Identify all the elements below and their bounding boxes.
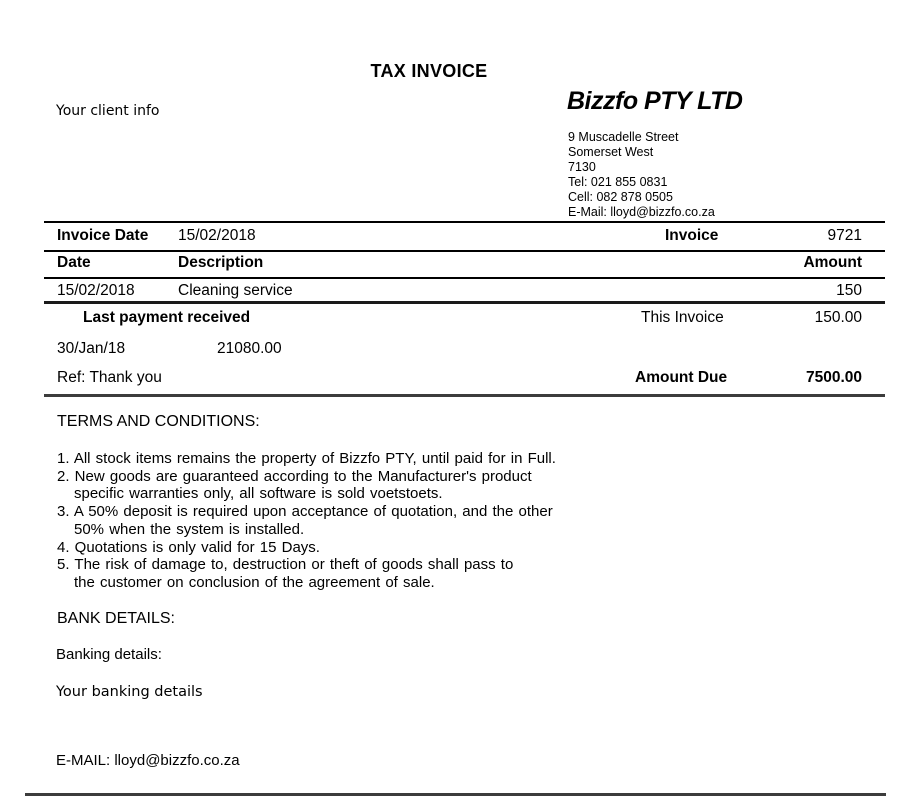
company-address-block <box>568 130 715 219</box>
terms-line: 4. Quotations is only valid for 15 Days. <box>57 538 320 556</box>
company-cell-line: Cell: 082 878 0505 <box>568 189 673 204</box>
company-phone-line: Tel: 021 855 0831 <box>568 174 668 189</box>
banking-details-placeholder: Your banking details <box>56 684 203 700</box>
column-header-amount: Amount <box>803 254 862 271</box>
table-top-rule <box>44 221 885 223</box>
table-rule <box>44 277 885 279</box>
invoice-number-label: Invoice <box>665 227 719 244</box>
item-row-amount: 150 <box>836 282 862 299</box>
last-payment-label: Last payment received <box>83 309 251 326</box>
terms-line: 1. All stock items remains the property of Bizzfo PTY, until paid for in Full. <box>57 450 556 467</box>
bank-details-heading: BANK DETAILS: <box>57 610 175 627</box>
amount-due-label: Amount Due <box>635 369 728 386</box>
invoice-number-value: 9721 <box>827 227 862 244</box>
terms-heading: TERMS AND CONDITIONS: <box>57 413 260 430</box>
company-name: Bizzfo PTY LTD <box>567 87 743 115</box>
this-invoice-amount: 150.00 <box>814 309 862 326</box>
item-row-description: Cleaning service <box>178 282 293 299</box>
table-rule <box>44 301 885 304</box>
company-email-line: E-Mail: lloyd@bizzfo.co.za <box>568 204 715 219</box>
invoice-date-value: 15/02/2018 <box>178 227 256 244</box>
client-info-placeholder: Your client info <box>56 103 160 119</box>
terms-line: 5. The risk of damage to, destruction or theft of goods shall pass to <box>57 556 514 574</box>
this-invoice-label: This Invoice <box>641 309 724 326</box>
company-address-line: Somerset West <box>568 144 654 159</box>
terms-line-continuation: the customer on conclusion of the agreement of sale. <box>74 573 435 591</box>
summary-bottom-rule <box>44 394 885 397</box>
terms-line-continuation: specific warranties only, all software is sold voetstoets. <box>74 485 443 503</box>
payment-reference: Ref: Thank you <box>57 369 162 386</box>
company-address-line: 9 Muscadelle Street <box>568 130 679 144</box>
item-row-date: 15/02/2018 <box>57 282 135 299</box>
table-rule <box>44 250 885 252</box>
last-payment-amount: 21080.00 <box>217 340 282 357</box>
terms-list <box>57 450 556 592</box>
document-title: TAX INVOICE <box>370 61 488 81</box>
footer-email: E-MAIL: lloyd@bizzfo.co.za <box>56 752 240 769</box>
last-payment-date: 30/Jan/18 <box>57 340 126 357</box>
amount-due-value: 7500.00 <box>805 369 862 386</box>
column-header-date: Date <box>57 254 91 271</box>
terms-line: 2. New goods are guaranteed according to the Manufacturer's product <box>57 467 532 485</box>
column-header-description: Description <box>178 254 264 271</box>
terms-line-continuation: 50% when the system is installed. <box>74 520 305 538</box>
invoice-date-label: Invoice Date <box>57 227 149 244</box>
company-address-line: 7130 <box>568 159 596 174</box>
banking-details-label: Banking details: <box>56 646 162 663</box>
terms-line: 3. A 50% deposit is required upon acceptance of quotation, and the other <box>57 503 553 521</box>
page-bottom-rule <box>25 793 886 796</box>
